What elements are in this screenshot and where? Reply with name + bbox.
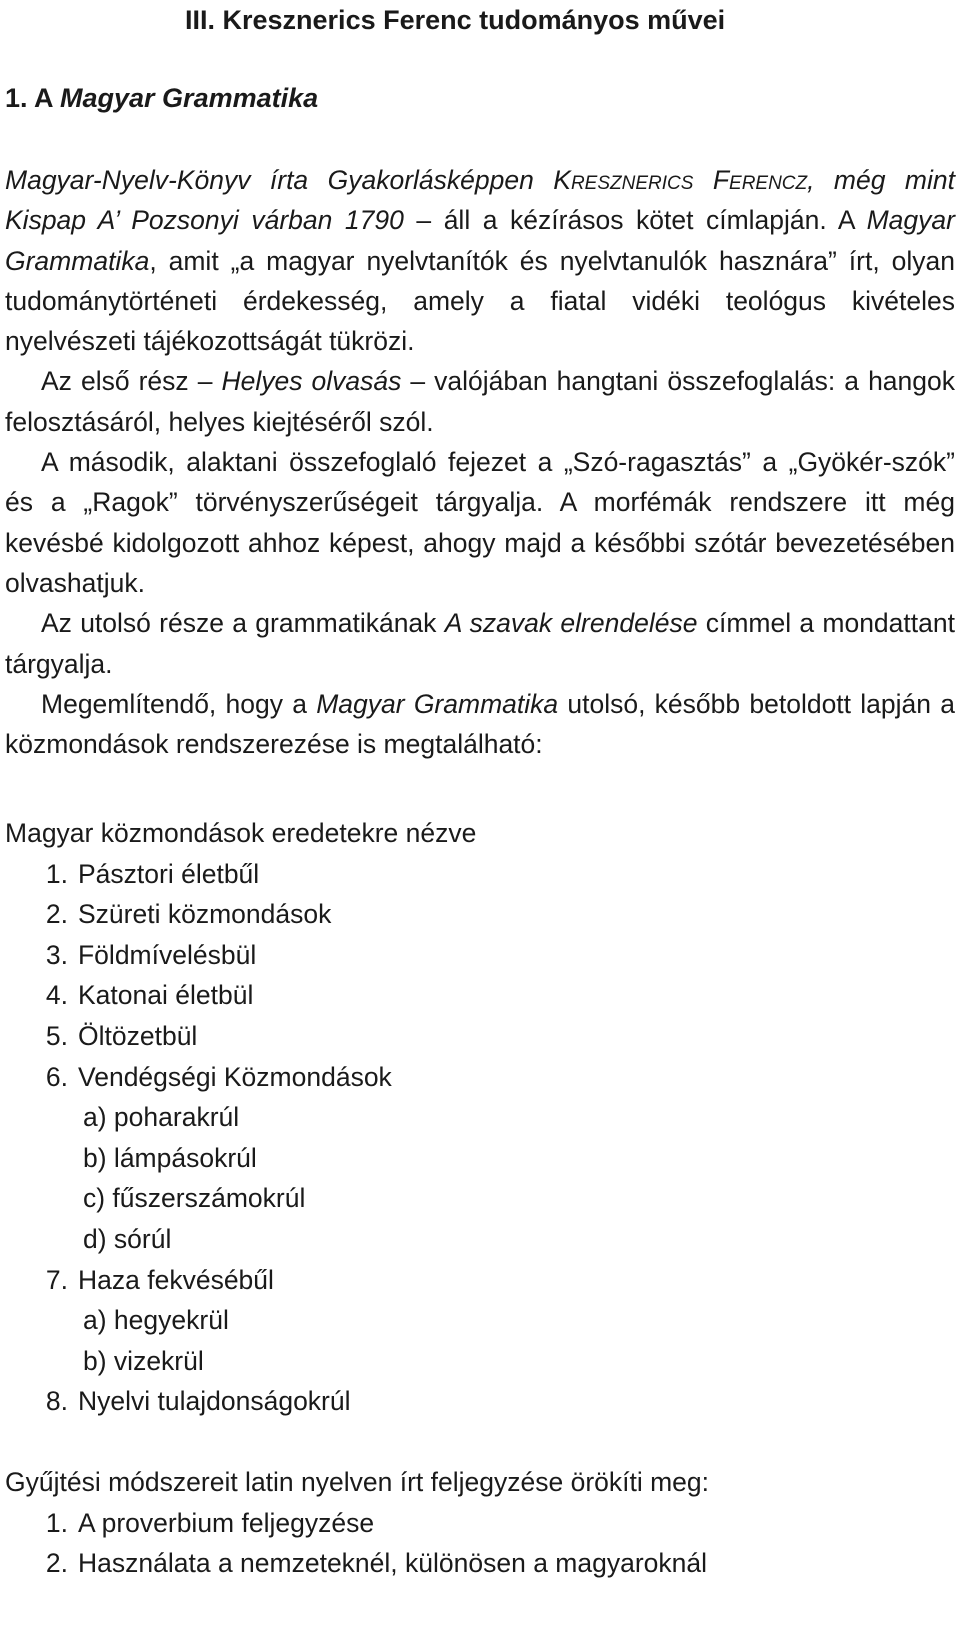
proverbs-list [5,854,955,1422]
proverb-subitem: b) lámpásokrúl [83,1142,257,1173]
proverb-item [5,894,955,935]
proverbs-heading: Magyar közmondások eredetekre nézve [5,818,477,848]
proverb-subitem: b) vizekrül [83,1345,204,1376]
paragraph-1-text-2: , amit „a magyar nyelvtanítók és nyelvtanulók hasznára” írt, olyan tudománytörténeti érdekesség, amely a fiatal vidéki teológus kivételes nyelvészeti tájékozottságát tükrözi. [5,245,955,357]
method-item [5,1543,955,1584]
proverb-item [5,1057,955,1098]
paragraph-5-text-b: utolsó, később betoldott lapján a közmondások rendszerezése is megtalálható: [5,688,955,760]
proverb-subitem: a) hegyekrül [83,1305,229,1336]
body-text [5,160,955,764]
paragraph-5-italic: Magyar Grammatika [316,688,559,719]
paragraph-1-text: – áll a kézírásos kötet címlapján. A [403,205,867,236]
paragraph-4 [5,603,955,684]
proverb-item [5,854,955,895]
paragraph-5 [5,684,955,765]
title-page-quote-b: , még mint Kispap A’ Pozsonyi várban 1790 [5,165,955,236]
lists-block [5,813,955,1584]
proverb-subitem: a) poharakrúl [83,1102,240,1133]
list-item-number: 2. [45,899,68,930]
list-item-label: Nyelvi tulajdonságokrúl [78,1386,351,1417]
list-item-label: Haza fekvésébűl [78,1264,274,1295]
list-item-label: Katonai életbül [78,980,254,1011]
chapter-title: III. Kresznerics Ferenc tudományos művei [185,5,726,35]
list-item-number: 4. [45,980,68,1011]
paragraph-1 [5,160,955,361]
list-item-label: Öltözetbül [78,1020,198,1051]
paragraph-2 [5,361,955,442]
paragraph-4-text-a: Az utolsó része a grammatikának [41,608,445,639]
list-item-number: 5. [45,1020,68,1051]
section-title-italic: Magyar Grammatika [60,83,319,113]
author-name-smallcaps: Kresznerics Ferencz [553,165,808,195]
proverb-subitem: d) sórúl [83,1223,172,1254]
list-item-label: Használata a nemzeteknél, különösen a magyaroknál [78,1548,708,1579]
method-heading: Gyűjtési módszereit latin nyelven írt feljegyzése örökíti meg: [5,1466,710,1497]
proverb-subitem: c) fűszerszámokrúl [83,1183,306,1214]
paragraph-1-italic: Magyar Grammatika [5,205,955,276]
paragraph-2-italic: Helyes olvasás [221,366,402,397]
list-item-label: Vendégségi Közmondások [78,1061,392,1092]
paragraph-3: A második, alaktani összefoglaló fejezet a „Szó-ragasztás” a „Gyökér-szók” és a „Ragok” törvényszerűségeit tárgyalja. A morfémák rendszere itt még kevésbé kidolgozott ahhoz képest, ahogy majd a későbbi szótár bevezetésében olvashatjuk. [5,447,955,598]
paragraph-2-text-a: Az első rész – [41,366,222,397]
paragraph-2-text-b: – valójában hangtani összefoglalás: a hangok felosztásáról, helyes kiejtéséről szól. [5,366,956,437]
list-item-number: 3. [45,939,68,970]
list-item-number: 7. [45,1264,68,1295]
list-item-number: 2. [45,1548,68,1579]
title-page-quote-a: Magyar-Nyelv-Könyv írta Gyakorlásképpen [5,165,554,195]
proverb-item [5,1016,955,1057]
list-item-label: Szüreti közmondások [78,899,332,930]
list-item-number: 8. [45,1386,68,1417]
list-item-number: 1. [45,858,68,889]
list-item-label: Földmívelésbül [78,939,257,970]
proverb-item [5,935,955,976]
method-item [5,1503,955,1544]
proverb-item [5,1260,955,1301]
section-title [5,80,318,116]
proverb-item [5,1381,955,1422]
proverb-item [5,975,955,1016]
method-list [5,1503,955,1584]
list-item-label: A proverbium feljegyzése [78,1507,375,1538]
paragraph-4-text-b: címmel a mondattant tárgyalja. [5,608,955,679]
paragraph-5-text-a: Megemlítendő, hogy a [41,688,317,719]
list-item-label: Pásztori életbűl [78,858,260,889]
paragraph-4-italic: A szavak elrendelése [444,608,698,639]
section-number: 1. A [5,83,61,113]
list-item-number: 6. [45,1061,68,1092]
list-item-number: 1. [45,1507,68,1538]
